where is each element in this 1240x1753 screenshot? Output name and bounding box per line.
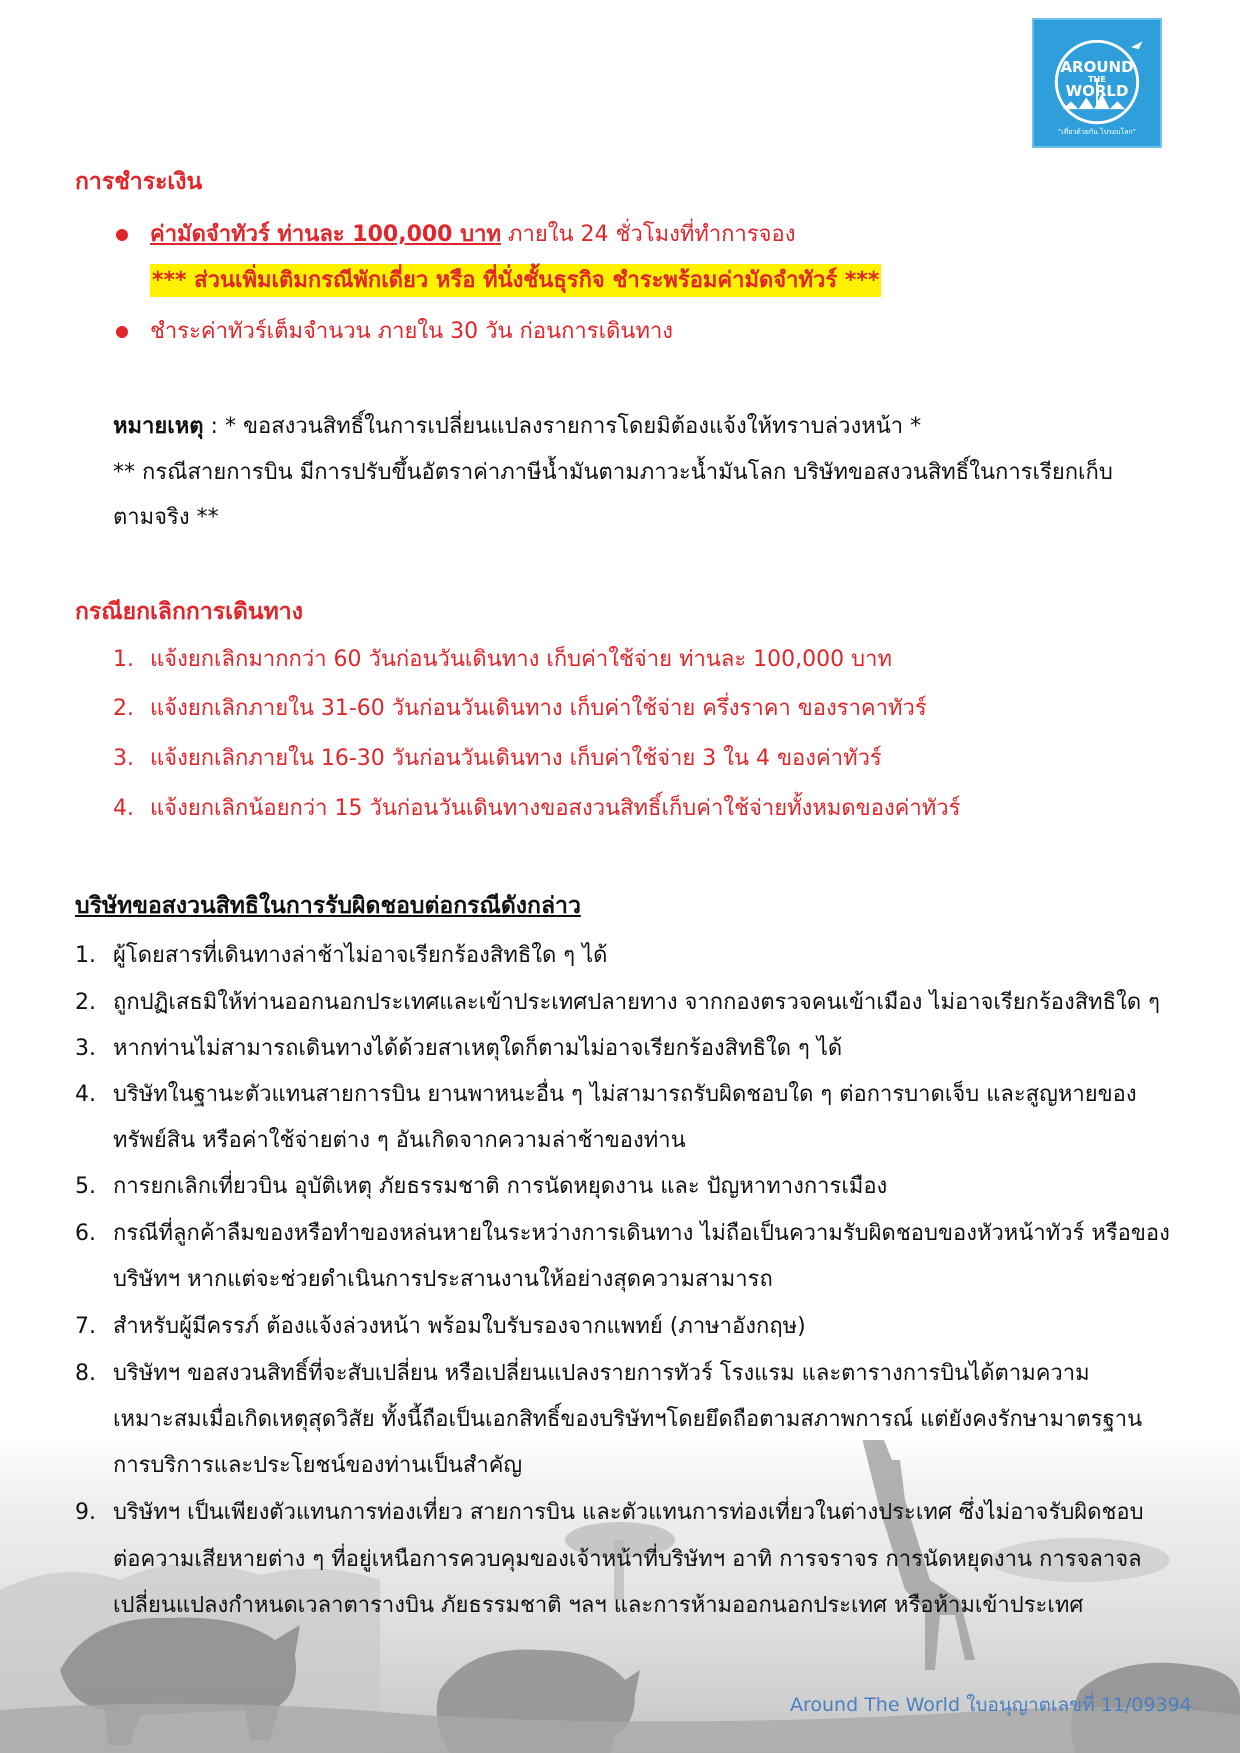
logo-wordmark: AROUND THE WORLD: [1060, 58, 1134, 100]
liability-item-continued: ทรัพย์สิน หรือค่าใช้จ่ายต่าง ๆ อันเกิดจากความล่าช้าของท่าน: [113, 1128, 686, 1153]
liability-item: ผู้โดยสารที่เดินทางล่าช้าไม่อาจเรียกร้องสิทธิใด ๆ ได้: [113, 943, 608, 968]
liability-item: บริษัทฯ ขอสงวนสิทธิ์ที่จะสับเปลี่ยน หรือเปลี่ยนแปลงรายการทัวร์ โรงแรม และตารางการบินได้ตามความ: [113, 1361, 1090, 1386]
liability-item: บริษัทในฐานะตัวแทนสายการบิน ยานพาหนะอื่น ๆ ไม่สามารถรับผิดชอบใด ๆ ต่อการบาดเจ็บ และสูญหายของ: [113, 1082, 1137, 1107]
cancel-item-number: 4.: [113, 796, 134, 821]
cancel-item: แจ้งยกเลิกภายใน 31-60 วันก่อนวันเดินทาง เก็บค่าใช้จ่าย ครึ่งราคา ของราคาทัวร์: [150, 696, 927, 721]
liability-item: กรณีที่ลูกค้าลืมของหรือทำของหล่นหายในระหว่างการเดินทาง ไม่ถือเป็นความรับผิดชอบของหัวหน้าทัวร์ หรือของ: [113, 1221, 1170, 1246]
liability-item: ถูกปฏิเสธมิให้ท่านออกนอกประเทศและเข้าประเทศปลายทาง จากกองตรวจคนเข้าเมือง ไม่อาจเรียกร้องสิทธิใด ๆ: [113, 990, 1160, 1015]
liability-item-continued: ต่อความเสียหายต่าง ๆ ที่อยู่เหนือการควบคุมของเจ้าหน้าที่บริษัทฯ อาทิ การจราจร การนัดหยุดงาน การจลาจล: [113, 1547, 1142, 1572]
liability-item: หากท่านไม่สามารถเดินทางได้ด้วยสาเหตุใดก็ตามไม่อาจเรียกร้องสิทธิใด ๆ ได้: [113, 1036, 843, 1061]
liability-item: สำหรับผู้มีครรภ์ ต้องแจ้งล่วงหน้า พร้อมใบรับรองจากแพทย์ (ภาษาอังกฤษ): [113, 1314, 806, 1339]
payment-heading: การชำระเงิน: [75, 169, 203, 195]
payment-bullet-2: ชำระค่าทัวร์เต็มจำนวน ภายใน 30 วัน ก่อนการเดินทาง: [150, 319, 674, 344]
liability-item-number: 6.: [75, 1221, 96, 1246]
liability-heading: บริษัทขอสงวนสิทธิในการรับผิดชอบต่อกรณีดังกล่าว: [75, 893, 581, 919]
cancel-heading: กรณียกเลิกการเดินทาง: [75, 599, 303, 625]
liability-item-number: 2.: [75, 990, 96, 1015]
logo-tagline: "เที่ยวด้วยกัน ไปรอบโลก": [1058, 128, 1136, 136]
remark-line-3: ตามจริง **: [113, 505, 219, 530]
liability-item-number: 8.: [75, 1361, 96, 1386]
payment-bullet-1: [150, 220, 796, 250]
liability-item-number: 1.: [75, 943, 96, 968]
liability-item-number: 7.: [75, 1314, 96, 1339]
liability-item-number: 4.: [75, 1082, 96, 1107]
company-logo: [1032, 18, 1162, 148]
liability-item: บริษัทฯ เป็นเพียงตัวแทนการท่องเที่ยว สายการบิน และตัวแทนการท่องเที่ยวในต่างประเทศ ซึ่งไม่อาจรับผิดชอบ: [113, 1500, 1144, 1525]
cancel-item: แจ้งยกเลิกน้อยกว่า 15 วันก่อนวันเดินทางขอสงวนสิทธิ์เก็บค่าใช้จ่ายทั้งหมดของค่าทัวร์: [150, 796, 961, 821]
cancel-item-number: 1.: [113, 647, 134, 672]
deposit-deadline: ภายใน 24 ชั่วโมงที่ทำการจอง: [500, 222, 796, 247]
liability-item: การยกเลิกเที่ยวบิน อุบัติเหตุ ภัยธรรมชาติ การนัดหยุดงาน และ ปัญหาทางการเมือง: [113, 1174, 888, 1199]
cancel-item: แจ้งยกเลิกมากกว่า 60 วันก่อนวันเดินทาง เก็บค่าใช้จ่าย ท่านละ 100,000 บาท: [150, 647, 892, 672]
payment-highlight-note: [150, 266, 881, 296]
bullet-icon: [116, 229, 128, 241]
liability-item-continued: เหมาะสมเมื่อเกิดเหตุสุดวิสัย ทั้งนี้ถือเป็นเอกสิทธิ์ของบริษัทฯโดยยึดถือตามสภาพการณ์ แต่ยังคงรักษามาตรฐาน: [113, 1407, 1143, 1432]
cancel-item: แจ้งยกเลิกภายใน 16-30 วันก่อนวันเดินทาง เก็บค่าใช้จ่าย 3 ใน 4 ของค่าทัวร์: [150, 746, 882, 771]
remark-line-2: ** กรณีสายการบิน มีการปรับขึ้นอัตราค่าภาษีน้ำมันตามภาวะน้ำมันโลก บริษัทขอสงวนสิทธิ์ในการเรียกเก็บ: [113, 460, 1113, 485]
remark-label: หมายเหตุ: [113, 414, 204, 439]
footer-license: Around The World ใบอนุญาตเลขที่ 11/09394: [790, 1694, 1192, 1716]
liability-item-number: 9.: [75, 1500, 96, 1525]
highlight-text: *** ส่วนเพิ่มเติมกรณีพักเดี่ยว หรือ ที่นั่งชั้นธุรกิจ ชำระพร้อมค่ามัดจำทัวร์ ***: [150, 264, 881, 297]
remark-line-1: หมายเหตุ : * ขอสงวนสิทธิ์ในการเปลี่ยนแปลงรายการโดยมิต้องแจ้งให้ทราบล่วงหน้า *: [113, 414, 922, 439]
liability-item-continued: การบริการและประโยชน์ของท่านเป็นสำคัญ: [113, 1453, 523, 1478]
cancel-item-number: 3.: [113, 746, 134, 771]
cancel-item-number: 2.: [113, 696, 134, 721]
deposit-amount: ค่ามัดจำทัวร์ ท่านละ 100,000 บาท: [150, 222, 501, 247]
liability-item-number: 3.: [75, 1036, 96, 1061]
liability-item-continued: บริษัทฯ หากแต่จะช่วยดำเนินการประสานงานให้อย่างสุดความสามารถ: [113, 1267, 773, 1292]
liability-item-number: 5.: [75, 1174, 96, 1199]
bullet-icon: [116, 326, 128, 338]
liability-item-continued: เปลี่ยนแปลงกำหนดเวลาตารางบิน ภัยธรรมชาติ ฯลฯ และการห้ามออกนอกประเทศ หรือห้ามเข้าประเทศ: [113, 1593, 1084, 1618]
